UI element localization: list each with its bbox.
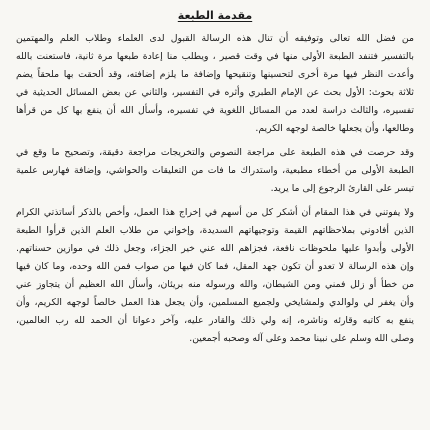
paragraph-line: ولا يفوتني في هذا المقام أن أشكر كل من أسهم في إخراج هذا العمل، وأخص بالذكر أساتذتي الكرام: [16, 207, 414, 218]
paragraph-2: [16, 144, 414, 198]
paragraph-line: تيسر على القارئ الرجوع إلى ما يريد.: [270, 183, 414, 194]
paragraph-line: وأن يغفر لي ولوالدي ولمشايخي ولجميع المسلمين، وأن يجعل هذا العمل خالصاً لوجهه الكريم، وأن: [16, 297, 414, 308]
paragraph-line: وطالعها، وأن يجعلها خالصة لوجهه الكريم.: [255, 123, 414, 134]
paragraph-line: الأولى وأبدوا عليها ملحوظات نافعة، فجزاهم الله عني خير الجزاء، وجعل ذلك في موازين حسناتهم.: [16, 243, 414, 254]
paragraph-line: الذين أفادوني بملاحظاتهم القيمة وتوجيهاتهم السديدة، وإخواني من طلاب العلم الذين قرأوا الطبعة: [16, 225, 414, 236]
document-title: مقدمة الطبعة: [177, 9, 253, 22]
paragraph-1: [16, 30, 414, 138]
paragraph-3: [16, 204, 414, 348]
paragraph-line: وقد حرصت في هذه الطبعة على مراجعة النصوص والتخريجات مراجعة دقيقة، وتصحيح ما وقع في: [16, 147, 414, 158]
paragraph-line: وإن هذه الرسالة لا تعدو أن تكون جهد المقل، فما كان فيها من صواب فمن الله وحده، وما كان فيها: [16, 261, 414, 272]
paragraph-line: ينفع به كاتبه وقارئه وناشره، إنه ولي ذلك والقادر عليه، وآخر دعوانا أن الحمد لله رب العالمين،: [16, 315, 414, 326]
paragraph-line: تفسيره، والثالث دراسة لعدد من المسائل اللغوية في تفسيره، وأسأل الله أن ينفع بها كل من قرأها: [16, 105, 414, 116]
paragraph-line: وأعدت النظر فيها مرة أخرى لتحسينها وتنقيحها وإضافة ما يلزم إضافته، وقد ألحقت بها ملحقاً يضم: [16, 69, 414, 80]
paragraph-line: من خطأ أو زلل فمني ومن الشيطان، والله ورسوله منه بريئان، وأسأل الله العظيم أن يتجاوز عني: [16, 279, 414, 290]
paragraph-line: الطبعة الأولى من أخطاء مطبعية، واستدراك ما فات من التعليقات والحواشي، وإضافة فهارس علمية: [16, 165, 414, 176]
paragraph-line: وصلى الله وسلم على نبينا محمد وعلى آله وصحبه أجمعين.: [189, 333, 414, 344]
paragraph-line: ثلاثة بحوث: الأول بحث عن الإمام الطبري وأثره في التفسير، والثاني عن بعض المسائل الحديثية في: [16, 87, 414, 98]
paragraph-line: من فضل الله تعالى وتوفيقه أن تنال هذه الرسالة القبول لدى العلماء وطلاب العلم والمهتمين: [16, 33, 414, 44]
paragraph-line: بالتفسير فتنفد الطبعة الأولى منها في وقت قصير ، ويطلب منا إعادة طبعها مرة ثانية، فاستعنت بالله: [16, 51, 414, 62]
